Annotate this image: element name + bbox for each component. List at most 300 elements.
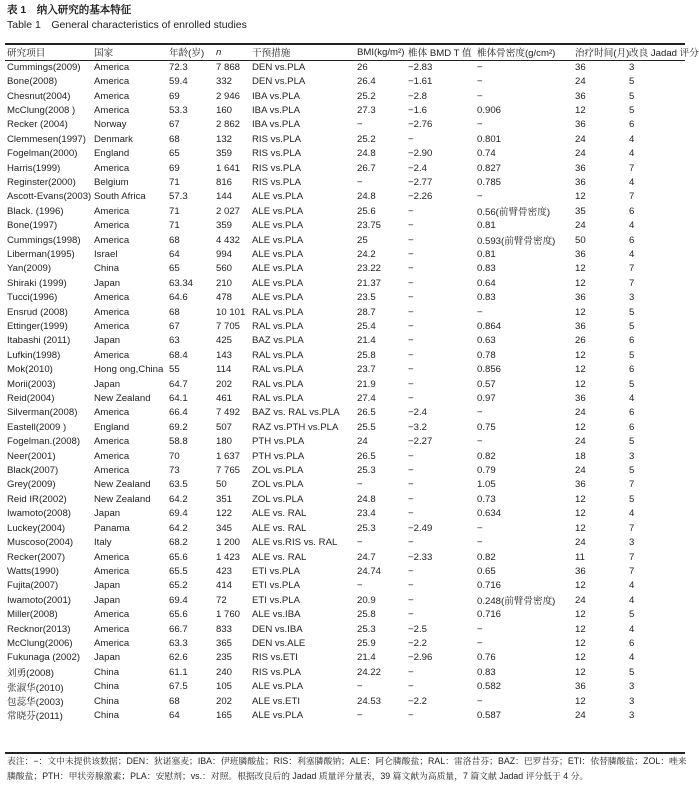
country-cell: America bbox=[94, 234, 130, 246]
duration-cell: 36 bbox=[575, 393, 586, 405]
jadad-cell: 3 bbox=[629, 681, 635, 693]
bmd-t-score-cell: − bbox=[408, 321, 414, 333]
jadad-cell: 7 bbox=[629, 263, 635, 275]
header-row bbox=[7, 44, 687, 60]
intervention-cell: RAL vs.PLA bbox=[252, 378, 304, 390]
bmi-cell: 24.2 bbox=[357, 248, 376, 260]
bmd-t-score-cell: −2.76 bbox=[408, 119, 433, 131]
n-cell: 351 bbox=[216, 493, 233, 505]
table-row bbox=[7, 276, 687, 290]
intervention-cell: RAL vs.PLA bbox=[252, 393, 304, 405]
intervention-cell: ALE vs.RIS vs. RAL bbox=[252, 537, 338, 549]
duration-cell: 12 bbox=[575, 695, 586, 707]
study-cell: Mok(2010) bbox=[7, 364, 53, 376]
study-cell: Shiraki (1999) bbox=[7, 277, 67, 289]
study-cell: Harris(1999) bbox=[7, 162, 61, 174]
age-cell: 53.3 bbox=[169, 104, 188, 116]
duration-cell: 24 bbox=[575, 407, 586, 419]
study-cell: Recknor(2013) bbox=[7, 623, 71, 635]
study-cell: Iwamoto(2001) bbox=[7, 594, 71, 606]
age-cell: 65.6 bbox=[169, 609, 188, 621]
intervention-cell: DEN vs.PLA bbox=[252, 76, 306, 88]
bmd-t-score-cell: − bbox=[408, 378, 414, 390]
jadad-cell: 5 bbox=[629, 378, 635, 390]
bmi-cell: 24.22 bbox=[357, 666, 382, 678]
study-cell: Fujita(2007) bbox=[7, 580, 59, 592]
bmd-t-score-cell: − bbox=[408, 277, 414, 289]
table-row bbox=[7, 665, 687, 679]
intervention-cell: RAL vs.PLA bbox=[252, 306, 304, 318]
country-cell: America bbox=[94, 90, 130, 102]
intervention-cell: ALE vs.PLA bbox=[252, 263, 304, 275]
bmi-cell: 25.3 bbox=[357, 465, 376, 477]
table-row bbox=[7, 190, 687, 204]
country-cell: America bbox=[94, 465, 130, 477]
country-cell: America bbox=[94, 61, 130, 73]
bmd-cell: 0.83 bbox=[477, 292, 496, 304]
bmd-t-score-cell: −2.49 bbox=[408, 522, 433, 534]
table-row bbox=[7, 218, 687, 232]
table-row bbox=[7, 492, 687, 506]
header-duration: 治疗时间(月) bbox=[575, 48, 630, 59]
duration-cell: 36 bbox=[575, 292, 586, 304]
intervention-cell: ALE vs.PLA bbox=[252, 277, 304, 289]
table-row bbox=[7, 622, 687, 636]
header-bmd-t-score: 椎体 BMD T 值 bbox=[408, 48, 472, 59]
header-intervention: 干预措施 bbox=[252, 48, 291, 59]
duration-cell: 12 bbox=[575, 493, 586, 505]
table-row bbox=[7, 146, 687, 160]
bmd-cell: 0.864 bbox=[477, 321, 502, 333]
study-cell: Itabashi (2011) bbox=[7, 335, 71, 347]
jadad-cell: 5 bbox=[629, 90, 635, 102]
country-cell: Panama bbox=[94, 522, 130, 534]
bmi-cell: 24.7 bbox=[357, 551, 376, 563]
duration-cell: 36 bbox=[575, 321, 586, 333]
country-cell: America bbox=[94, 450, 130, 462]
country-cell: New Zealand bbox=[94, 493, 151, 505]
bmi-cell: 24 bbox=[357, 436, 368, 448]
table-caption-en: Table 1 General characteristics of enrolled studies bbox=[7, 19, 247, 31]
country-cell: China bbox=[94, 666, 120, 678]
duration-cell: 36 bbox=[575, 565, 586, 577]
bmd-t-score-cell: − bbox=[408, 565, 414, 577]
intervention-cell: RAL vs.PLA bbox=[252, 364, 304, 376]
country-cell: America bbox=[94, 349, 130, 361]
bmd-t-score-cell: − bbox=[408, 465, 414, 477]
bmi-cell: 21.37 bbox=[357, 277, 382, 289]
jadad-cell: 4 bbox=[629, 133, 635, 145]
bmi-cell: 26.5 bbox=[357, 450, 376, 462]
header-country: 国家 bbox=[94, 48, 114, 59]
bmd-cell: 0.65 bbox=[477, 565, 496, 577]
header-jadad: 改良 Jadad 评分 bbox=[629, 48, 699, 59]
bmd-cell: − bbox=[477, 90, 483, 102]
n-cell: 240 bbox=[216, 666, 233, 678]
age-cell: 64.2 bbox=[169, 522, 188, 534]
bmd-t-score-cell: −2.27 bbox=[408, 436, 433, 448]
age-cell: 65 bbox=[169, 263, 180, 275]
n-cell: 1 637 bbox=[216, 450, 241, 462]
intervention-cell: ALE vs. RAL bbox=[252, 551, 307, 563]
duration-cell: 35 bbox=[575, 205, 586, 217]
country-cell: America bbox=[94, 609, 130, 621]
bmi-cell: − bbox=[357, 681, 363, 693]
duration-cell: 24 bbox=[575, 148, 586, 160]
duration-cell: 12 bbox=[575, 306, 586, 318]
duration-cell: 24 bbox=[575, 76, 586, 88]
bmd-t-score-cell: − bbox=[408, 508, 414, 520]
table-row bbox=[7, 435, 687, 449]
n-cell: 7 705 bbox=[216, 321, 241, 333]
bmd-cell: 0.74 bbox=[477, 148, 496, 160]
duration-cell: 12 bbox=[575, 104, 586, 116]
jadad-cell: 4 bbox=[629, 594, 635, 606]
bmd-t-score-cell: − bbox=[408, 205, 414, 217]
bmi-cell: 20.9 bbox=[357, 594, 376, 606]
jadad-cell: 5 bbox=[629, 436, 635, 448]
bmi-cell: − bbox=[357, 479, 363, 491]
bmd-cell: 0.587 bbox=[477, 709, 502, 721]
table-row bbox=[7, 478, 687, 492]
n-cell: 210 bbox=[216, 277, 233, 289]
bmd-t-score-cell: −2.8 bbox=[408, 90, 427, 102]
age-cell: 68.2 bbox=[169, 537, 188, 549]
jadad-cell: 5 bbox=[629, 104, 635, 116]
table-row bbox=[7, 103, 687, 117]
intervention-cell: ALE vs.PLA bbox=[252, 234, 304, 246]
age-cell: 61.1 bbox=[169, 666, 188, 678]
bmd-t-score-cell: − bbox=[408, 292, 414, 304]
bmi-cell: 23.4 bbox=[357, 508, 376, 520]
intervention-cell: DEN vs.PLA bbox=[252, 61, 306, 73]
duration-cell: 12 bbox=[575, 637, 586, 649]
bmd-cell: 0.82 bbox=[477, 450, 496, 462]
intervention-cell: ALE vs.PLA bbox=[252, 681, 304, 693]
table-row bbox=[7, 593, 687, 607]
bmd-cell: 0.63 bbox=[477, 335, 496, 347]
country-cell: Japan bbox=[94, 580, 121, 592]
jadad-cell: 4 bbox=[629, 652, 635, 664]
age-cell: 55 bbox=[169, 364, 180, 376]
study-cell: McClung(2006) bbox=[7, 637, 73, 649]
duration-cell: 12 bbox=[575, 349, 586, 361]
study-cell: 包蕊华(2003) bbox=[7, 697, 64, 709]
bmd-t-score-cell: − bbox=[408, 681, 414, 693]
study-cell: Miller(2008) bbox=[7, 609, 58, 621]
bmi-cell: − bbox=[357, 119, 363, 131]
duration-cell: 36 bbox=[575, 61, 586, 73]
bmd-t-score-cell: − bbox=[408, 364, 414, 376]
bmd-t-score-cell: −2.96 bbox=[408, 652, 433, 664]
jadad-cell: 4 bbox=[629, 508, 635, 520]
n-cell: 202 bbox=[216, 695, 233, 707]
jadad-cell: 6 bbox=[629, 637, 635, 649]
duration-cell: 12 bbox=[575, 378, 586, 390]
duration-cell: 36 bbox=[575, 681, 586, 693]
bmd-t-score-cell: −2.5 bbox=[408, 623, 427, 635]
intervention-cell: RIS vs.ETI bbox=[252, 652, 298, 664]
table-row bbox=[7, 636, 687, 650]
bmi-cell: 27.4 bbox=[357, 393, 376, 405]
country-cell: America bbox=[94, 637, 130, 649]
table-row bbox=[7, 262, 687, 276]
age-cell: 65.2 bbox=[169, 580, 188, 592]
study-cell: Fukunaga (2002) bbox=[7, 652, 81, 664]
n-cell: 202 bbox=[216, 378, 233, 390]
bmd-cell: − bbox=[477, 537, 483, 549]
duration-cell: 24 bbox=[575, 133, 586, 145]
country-cell: Japan bbox=[94, 652, 121, 664]
age-cell: 71 bbox=[169, 176, 180, 188]
intervention-cell: ALE vs.PLA bbox=[252, 292, 304, 304]
n-cell: 143 bbox=[216, 349, 233, 361]
country-cell: America bbox=[94, 76, 130, 88]
table-row bbox=[7, 579, 687, 593]
intervention-cell: RIS vs.PLA bbox=[252, 133, 302, 145]
bmi-cell: 23.5 bbox=[357, 292, 376, 304]
study-cell: Tucci(1996) bbox=[7, 292, 58, 304]
age-cell: 68 bbox=[169, 306, 180, 318]
duration-cell: 36 bbox=[575, 90, 586, 102]
bmd-t-score-cell: − bbox=[408, 594, 414, 606]
n-cell: 365 bbox=[216, 637, 233, 649]
bmi-cell: 21.4 bbox=[357, 335, 376, 347]
country-cell: America bbox=[94, 565, 130, 577]
bmi-cell: 25.3 bbox=[357, 522, 376, 534]
study-cell: Black. (1996) bbox=[7, 205, 64, 217]
bmd-t-score-cell: −2.83 bbox=[408, 61, 433, 73]
bmd-t-score-cell: − bbox=[408, 493, 414, 505]
n-cell: 180 bbox=[216, 436, 233, 448]
bmd-cell: 0.56(前臂骨密度) bbox=[477, 207, 551, 219]
study-cell: McClung(2008 ) bbox=[7, 104, 76, 116]
bmd-t-score-cell: − bbox=[408, 609, 414, 621]
n-cell: 105 bbox=[216, 681, 233, 693]
intervention-cell: IBA vs.PLA bbox=[252, 90, 300, 102]
table-row bbox=[7, 463, 687, 477]
bmd-cell: − bbox=[477, 119, 483, 131]
n-cell: 1 641 bbox=[216, 162, 241, 174]
table-row bbox=[7, 204, 687, 218]
age-cell: 65.5 bbox=[169, 565, 188, 577]
bmi-cell: 25.9 bbox=[357, 637, 376, 649]
duration-cell: 12 bbox=[575, 580, 586, 592]
intervention-cell: ETI vs.PLA bbox=[252, 580, 300, 592]
jadad-cell: 4 bbox=[629, 393, 635, 405]
bmd-cell: − bbox=[477, 522, 483, 534]
age-cell: 63.3 bbox=[169, 637, 188, 649]
bmd-cell: 0.79 bbox=[477, 465, 496, 477]
duration-cell: 24 bbox=[575, 220, 586, 232]
jadad-cell: 5 bbox=[629, 465, 635, 477]
table-row bbox=[7, 391, 687, 405]
bmd-t-score-cell: −2.4 bbox=[408, 162, 427, 174]
country-cell: Norway bbox=[94, 119, 127, 131]
country-cell: England bbox=[94, 421, 130, 433]
jadad-cell: 4 bbox=[629, 623, 635, 635]
study-cell: Grey(2009) bbox=[7, 479, 56, 491]
age-cell: 65 bbox=[169, 148, 180, 160]
bmd-cell: − bbox=[477, 637, 483, 649]
intervention-cell: IBA vs.PLA bbox=[252, 104, 300, 116]
intervention-cell: BAZ vs. RAL vs.PLA bbox=[252, 407, 340, 419]
bmd-cell: 0.78 bbox=[477, 349, 496, 361]
bmd-t-score-cell: −2.2 bbox=[408, 637, 427, 649]
bmd-t-score-cell: −3.2 bbox=[408, 421, 427, 433]
bmi-cell: 24.8 bbox=[357, 148, 376, 160]
bmi-cell: 26.4 bbox=[357, 76, 376, 88]
age-cell: 66.4 bbox=[169, 407, 188, 419]
intervention-cell: RIS vs.PLA bbox=[252, 162, 302, 174]
study-cell: Muscoso(2004) bbox=[7, 537, 74, 549]
age-cell: 68.4 bbox=[169, 349, 188, 361]
jadad-cell: 6 bbox=[629, 119, 635, 131]
country-cell: America bbox=[94, 407, 130, 419]
n-cell: 332 bbox=[216, 76, 233, 88]
age-cell: 59.4 bbox=[169, 76, 188, 88]
study-cell: Fogelman.(2008) bbox=[7, 436, 81, 448]
country-cell: America bbox=[94, 551, 130, 563]
age-cell: 64.6 bbox=[169, 292, 188, 304]
country-cell: Belgium bbox=[94, 176, 129, 188]
age-cell: 72.3 bbox=[169, 61, 188, 73]
study-cell: Ensrud (2008) bbox=[7, 306, 68, 318]
intervention-cell: ALE vs. RAL bbox=[252, 508, 307, 520]
country-cell: Japan bbox=[94, 508, 121, 520]
duration-cell: 12 bbox=[575, 666, 586, 678]
table-row bbox=[7, 564, 687, 578]
bmd-cell: − bbox=[477, 76, 483, 88]
intervention-cell: ETI vs.PLA bbox=[252, 594, 300, 606]
bmi-cell: 23.7 bbox=[357, 364, 376, 376]
study-cell: Lufkin(1998) bbox=[7, 349, 61, 361]
bmd-cell: − bbox=[477, 306, 483, 318]
n-cell: 1 760 bbox=[216, 609, 241, 621]
intervention-cell: ZOL vs.PLA bbox=[252, 479, 304, 491]
bmd-cell: 0.83 bbox=[477, 263, 496, 275]
bmd-cell: − bbox=[477, 436, 483, 448]
table-row bbox=[7, 348, 687, 362]
duration-cell: 12 bbox=[575, 508, 586, 520]
country-cell: America bbox=[94, 436, 130, 448]
bmd-t-score-cell: − bbox=[408, 479, 414, 491]
study-cell: 常晓芬(2011) bbox=[7, 711, 63, 723]
bmi-cell: 28.7 bbox=[357, 306, 376, 318]
bmd-cell: 0.906 bbox=[477, 104, 502, 116]
jadad-cell: 5 bbox=[629, 76, 635, 88]
bmd-cell: 0.716 bbox=[477, 609, 502, 621]
duration-cell: 24 bbox=[575, 436, 586, 448]
bmd-t-score-cell: − bbox=[408, 709, 414, 721]
bmd-t-score-cell: − bbox=[408, 220, 414, 232]
country-cell: America bbox=[94, 623, 130, 635]
bmd-cell: − bbox=[477, 61, 483, 73]
duration-cell: 12 bbox=[575, 623, 586, 635]
table-row bbox=[7, 679, 687, 693]
study-cell: Bone(1997) bbox=[7, 220, 58, 232]
bmd-t-score-cell: − bbox=[408, 537, 414, 549]
header-bmd: 椎体骨密度(g/cm²) bbox=[477, 48, 556, 59]
duration-cell: 12 bbox=[575, 421, 586, 433]
bmi-cell: 24.8 bbox=[357, 493, 376, 505]
table-row bbox=[7, 60, 687, 74]
table-row bbox=[7, 521, 687, 535]
study-cell: Luckey(2004) bbox=[7, 522, 66, 534]
jadad-cell: 7 bbox=[629, 551, 635, 563]
duration-cell: 36 bbox=[575, 479, 586, 491]
header-study: 研究项目 bbox=[7, 48, 46, 59]
study-cell: Morii(2003) bbox=[7, 378, 56, 390]
n-cell: 165 bbox=[216, 709, 233, 721]
n-cell: 359 bbox=[216, 148, 233, 160]
bmd-t-score-cell: − bbox=[408, 263, 414, 275]
bmi-cell: 23.75 bbox=[357, 220, 382, 232]
country-cell: China bbox=[94, 709, 120, 721]
age-cell: 67 bbox=[169, 119, 180, 131]
bmd-cell: 0.856 bbox=[477, 364, 502, 376]
country-cell: America bbox=[94, 321, 130, 333]
bmd-cell: 0.73 bbox=[477, 493, 496, 505]
study-cell: Reid IR(2002) bbox=[7, 493, 67, 505]
age-cell: 64 bbox=[169, 709, 180, 721]
study-cell: Cummings(1998) bbox=[7, 234, 81, 246]
intervention-cell: RAL vs.PLA bbox=[252, 349, 304, 361]
n-cell: 2 862 bbox=[216, 119, 241, 131]
bmd-cell: 0.827 bbox=[477, 162, 502, 174]
study-cell: Yan(2009) bbox=[7, 263, 52, 275]
duration-cell: 24 bbox=[575, 465, 586, 477]
age-cell: 70 bbox=[169, 450, 180, 462]
bmd-cell: − bbox=[477, 695, 483, 707]
bmd-t-score-cell: −2.77 bbox=[408, 176, 433, 188]
n-cell: 478 bbox=[216, 292, 233, 304]
age-cell: 68 bbox=[169, 133, 180, 145]
study-cell: Reid(2004) bbox=[7, 393, 55, 405]
n-cell: 833 bbox=[216, 623, 233, 635]
jadad-cell: 3 bbox=[629, 537, 635, 549]
table-row bbox=[7, 694, 687, 708]
duration-cell: 36 bbox=[575, 248, 586, 260]
jadad-cell: 4 bbox=[629, 220, 635, 232]
intervention-cell: PTH vs.PLA bbox=[252, 450, 305, 462]
country-cell: Italy bbox=[94, 537, 112, 549]
country-cell: America bbox=[94, 220, 130, 232]
age-cell: 64.1 bbox=[169, 393, 188, 405]
country-cell: Israel bbox=[94, 248, 118, 260]
bmd-cell: 0.75 bbox=[477, 421, 496, 433]
country-cell: England bbox=[94, 148, 130, 160]
study-cell: Eastell(2009 ) bbox=[7, 421, 67, 433]
jadad-cell: 5 bbox=[629, 609, 635, 621]
bmi-cell: 26 bbox=[357, 61, 368, 73]
study-cell: Chesnut(2004) bbox=[7, 90, 71, 102]
n-cell: 122 bbox=[216, 508, 233, 520]
intervention-cell: RAZ vs.PTH vs.PLA bbox=[252, 421, 339, 433]
study-cell: 张淑华(2010) bbox=[7, 682, 64, 694]
n-cell: 2 027 bbox=[216, 205, 241, 217]
duration-cell: 36 bbox=[575, 176, 586, 188]
bmd-t-score-cell: − bbox=[408, 335, 414, 347]
bmi-cell: 23.22 bbox=[357, 263, 382, 275]
table-row bbox=[7, 507, 687, 521]
bmi-cell: − bbox=[357, 537, 363, 549]
n-cell: 423 bbox=[216, 565, 233, 577]
bmd-t-score-cell: −2.33 bbox=[408, 551, 433, 563]
country-cell: South Africa bbox=[94, 191, 146, 203]
bmd-t-score-cell: − bbox=[408, 133, 414, 145]
bmd-t-score-cell: − bbox=[408, 393, 414, 405]
